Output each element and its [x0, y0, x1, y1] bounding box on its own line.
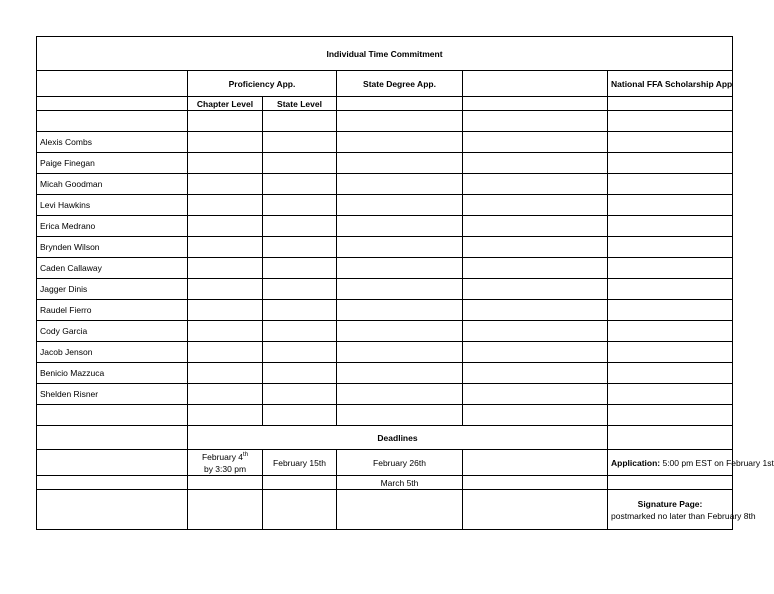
table-row	[37, 279, 733, 300]
deadlines-heading: Deadlines	[188, 426, 608, 450]
commitment-cell[interactable]	[608, 132, 733, 153]
commitment-cell[interactable]	[263, 174, 337, 195]
state-degree-deadline-2: March 5th	[337, 476, 463, 490]
table-row	[37, 342, 733, 363]
commitment-cell[interactable]	[463, 363, 608, 384]
chapter-level-deadline: February 4th by 3:30 pm	[188, 450, 263, 476]
student-name: Paige Finegan	[37, 153, 188, 174]
commitment-cell[interactable]	[337, 363, 463, 384]
chapter-level-header: Chapter Level	[188, 97, 263, 111]
state-degree-header: State Degree App.	[337, 71, 463, 97]
commitment-cell[interactable]	[608, 216, 733, 237]
commitment-cell[interactable]	[337, 237, 463, 258]
student-name: Jagger Dinis	[37, 279, 188, 300]
commitment-cell[interactable]	[263, 195, 337, 216]
commitment-cell[interactable]	[263, 363, 337, 384]
commitment-cell[interactable]	[263, 153, 337, 174]
commitment-cell[interactable]	[463, 153, 608, 174]
student-name: Caden Callaway	[37, 258, 188, 279]
commitment-cell[interactable]	[608, 174, 733, 195]
commitment-cell[interactable]	[463, 237, 608, 258]
student-name: Benicio Mazzuca	[37, 363, 188, 384]
commitment-cell[interactable]	[463, 216, 608, 237]
commitment-cell[interactable]	[337, 384, 463, 405]
national-ffa-header: National FFA Scholarship App	[608, 71, 733, 97]
commitment-cell[interactable]	[608, 258, 733, 279]
commitment-cell[interactable]	[608, 300, 733, 321]
commitment-cell[interactable]	[263, 279, 337, 300]
commitment-cell[interactable]	[463, 258, 608, 279]
commitment-cell[interactable]	[188, 321, 263, 342]
commitment-cell[interactable]	[188, 153, 263, 174]
table-row	[37, 384, 733, 405]
commitment-cell[interactable]	[463, 384, 608, 405]
commitment-cell[interactable]	[337, 321, 463, 342]
student-name: Cody Garcia	[37, 321, 188, 342]
commitment-cell[interactable]	[463, 132, 608, 153]
commitment-cell[interactable]	[463, 300, 608, 321]
commitment-cell[interactable]	[188, 258, 263, 279]
commitment-cell[interactable]	[188, 300, 263, 321]
state-level-deadline: February 15th	[263, 450, 337, 476]
student-name: Levi Hawkins	[37, 195, 188, 216]
table-row	[37, 300, 733, 321]
blank-row	[37, 111, 733, 132]
table-row	[37, 363, 733, 384]
commitment-cell[interactable]	[188, 384, 263, 405]
commitment-cell[interactable]	[263, 258, 337, 279]
commitment-cell[interactable]	[188, 342, 263, 363]
commitment-cell[interactable]	[188, 174, 263, 195]
table-row	[37, 237, 733, 258]
commitment-cell[interactable]	[188, 237, 263, 258]
page-title: Individual Time Commitment	[37, 37, 733, 71]
student-name: Shelden Risner	[37, 384, 188, 405]
commitment-cell[interactable]	[608, 363, 733, 384]
commitment-cell[interactable]	[337, 132, 463, 153]
state-degree-deadline-1: February 26th	[337, 450, 463, 476]
state-level-header: State Level	[263, 97, 337, 111]
commitment-cell[interactable]	[608, 237, 733, 258]
commitment-cell[interactable]	[188, 216, 263, 237]
student-name: Alexis Combs	[37, 132, 188, 153]
commitment-cell[interactable]	[263, 342, 337, 363]
commitment-cell[interactable]	[608, 195, 733, 216]
commitment-cell[interactable]	[337, 216, 463, 237]
table-row	[37, 153, 733, 174]
table-row	[37, 321, 733, 342]
student-name: Erica Medrano	[37, 216, 188, 237]
commitment-cell[interactable]	[608, 153, 733, 174]
commitment-cell[interactable]	[337, 174, 463, 195]
commitment-cell[interactable]	[463, 279, 608, 300]
table-row	[37, 216, 733, 237]
commitment-cell[interactable]	[337, 342, 463, 363]
commitment-cell[interactable]	[337, 258, 463, 279]
commitment-cell[interactable]	[263, 300, 337, 321]
commitment-cell[interactable]	[608, 342, 733, 363]
commitment-cell[interactable]	[608, 279, 733, 300]
commitment-cell[interactable]	[188, 279, 263, 300]
commitment-cell[interactable]	[188, 195, 263, 216]
commitment-cell[interactable]	[188, 363, 263, 384]
table-row	[37, 258, 733, 279]
proficiency-header: Proficiency App.	[188, 71, 337, 97]
commitment-cell[interactable]	[337, 153, 463, 174]
student-name: Micah Goodman	[37, 174, 188, 195]
table-row	[37, 132, 733, 153]
commitment-cell[interactable]	[188, 132, 263, 153]
commitment-cell[interactable]	[608, 321, 733, 342]
commitment-cell[interactable]	[463, 321, 608, 342]
blank-row	[37, 405, 733, 426]
table-row	[37, 174, 733, 195]
table-row	[37, 195, 733, 216]
student-name: Brynden Wilson	[37, 237, 188, 258]
commitment-cell[interactable]	[263, 237, 337, 258]
signature-page-deadline: Signature Page: postmarked no later than February 8th	[608, 490, 733, 530]
commitment-cell[interactable]	[337, 300, 463, 321]
commitment-cell[interactable]	[463, 174, 608, 195]
time-commitment-table	[36, 36, 774, 530]
commitment-cell[interactable]	[337, 195, 463, 216]
commitment-cell[interactable]	[263, 321, 337, 342]
student-name: Raudel Fierro	[37, 300, 188, 321]
commitment-cell[interactable]	[463, 342, 608, 363]
commitment-cell[interactable]	[263, 216, 337, 237]
commitment-cell[interactable]	[263, 132, 337, 153]
commitment-cell[interactable]	[463, 195, 608, 216]
commitment-cell[interactable]	[337, 279, 463, 300]
commitment-cell[interactable]	[608, 384, 733, 405]
student-name: Jacob Jenson	[37, 342, 188, 363]
application-deadline: Application: 5:00 pm EST on February 1st	[608, 450, 733, 476]
commitment-cell[interactable]	[263, 384, 337, 405]
